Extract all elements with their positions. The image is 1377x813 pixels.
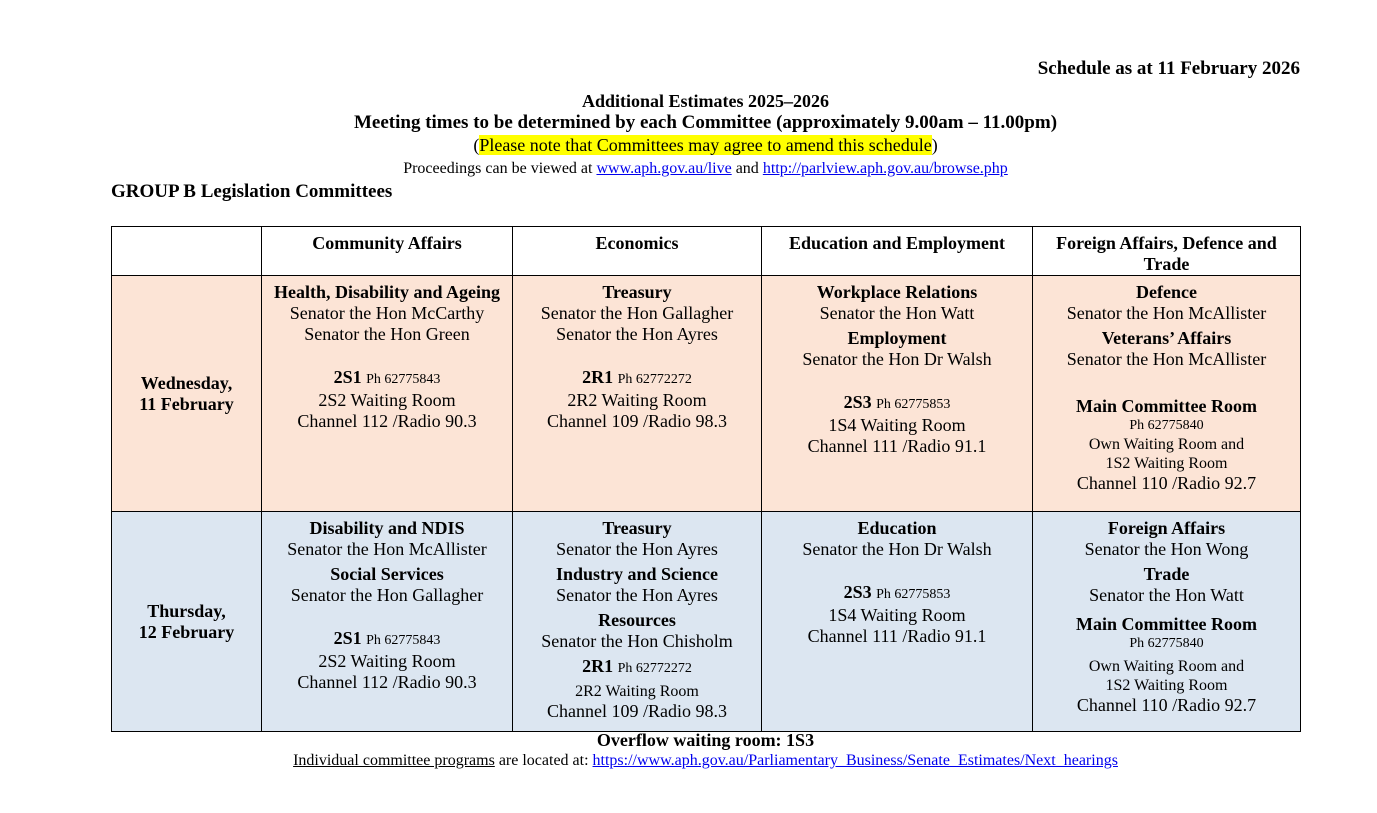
portfolio-title: Treasury — [602, 282, 672, 302]
session-cell — [762, 276, 1033, 512]
schedule-table — [111, 226, 1301, 732]
minister: Senator the Hon Watt — [1089, 585, 1244, 605]
room: 2S3 — [843, 392, 872, 412]
room-line — [762, 392, 1032, 415]
phone: Ph 62772272 — [617, 661, 692, 676]
note-close: ) — [931, 135, 938, 155]
day-line: Wednesday, — [140, 372, 233, 393]
programs-mid: are located at: — [494, 752, 593, 769]
session-cell — [513, 276, 762, 512]
proceedings-line — [0, 158, 1377, 180]
minister: Senator the Hon Ayres — [556, 585, 718, 605]
phone: Ph 62775840 — [1129, 418, 1204, 433]
proceedings-and: and — [731, 160, 763, 177]
waiting-room: Own Waiting Room and — [1088, 436, 1245, 453]
waiting-room: 1S2 Waiting Room — [1105, 455, 1228, 472]
portfolio-title: Education — [857, 518, 937, 538]
waiting-room: 1S4 Waiting Room — [828, 605, 966, 625]
phone: Ph 62775840 — [1129, 636, 1204, 651]
schedule-date: Schedule as at 11 February 2026 — [1037, 58, 1300, 79]
channel: Channel 110 /Radio 92.7 — [1076, 695, 1257, 715]
session-cell — [513, 512, 762, 732]
header-row — [112, 227, 1301, 276]
phone: Ph 62775843 — [366, 372, 441, 387]
portfolio-title: Disability and NDIS — [309, 518, 465, 538]
col-header-economics: Economics — [513, 227, 762, 276]
overflow-room: Overflow waiting room: 1S3 — [596, 730, 815, 750]
room: 2S1 — [333, 628, 362, 648]
document-title: Additional Estimates 2025–2026 — [581, 91, 830, 111]
day-date: 12 February — [138, 621, 235, 642]
room-line — [262, 628, 512, 651]
channel: Channel 112 /Radio 90.3 — [297, 672, 477, 692]
minister: Senator the Hon McAllister — [287, 539, 487, 559]
channel: Channel 109 /Radio 98.3 — [547, 411, 727, 431]
room-line — [513, 656, 761, 679]
table-row — [112, 276, 1301, 512]
footer — [0, 729, 1377, 771]
day-cell-wednesday — [112, 276, 262, 512]
session-cell — [1033, 276, 1301, 512]
session-cell — [262, 276, 513, 512]
phone: Ph 62772272 — [617, 372, 692, 387]
minister: Senator the Hon Ayres — [556, 539, 718, 559]
waiting-room: 1S4 Waiting Room — [828, 415, 966, 435]
parlview-link[interactable]: http://parlview.aph.gov.au/browse.php — [762, 160, 1008, 177]
channel: Channel 110 /Radio 92.7 — [1076, 473, 1257, 493]
channel: Channel 111 /Radio 91.1 — [807, 626, 987, 646]
waiting-room: 1S2 Waiting Room — [1105, 677, 1228, 694]
minister: Senator the Hon Gallagher — [290, 585, 484, 605]
phone: Ph 62775853 — [876, 587, 951, 602]
session-cell — [762, 512, 1033, 732]
programs-line — [0, 751, 1377, 771]
waiting-room: Own Waiting Room and — [1088, 658, 1245, 675]
minister: Senator the Hon McAllister — [1066, 303, 1267, 323]
col-header-foreign-affairs: Foreign Affairs, Defence and Trade — [1033, 227, 1301, 276]
waiting-room: 2R2 Waiting Room — [567, 390, 707, 410]
day-date: 11 February — [139, 393, 234, 414]
room-line — [262, 367, 512, 390]
portfolio-title: Employment — [847, 328, 947, 348]
waiting-room: 2S2 Waiting Room — [318, 390, 456, 410]
minister: Senator the Hon Chisholm — [541, 631, 733, 651]
room-line — [762, 582, 1032, 605]
channel: Channel 111 /Radio 91.1 — [807, 436, 987, 456]
minister: Senator the Hon Dr Walsh — [802, 539, 992, 559]
portfolio-title: Health, Disability and Ageing — [273, 282, 501, 302]
group-title: GROUP B Legislation Committees — [111, 181, 393, 202]
room: 2R1 — [582, 367, 614, 387]
room: Main Committee Room — [1076, 614, 1257, 634]
waiting-room: 2R2 Waiting Room — [575, 683, 699, 700]
room: 2R1 — [582, 656, 614, 676]
portfolio-title: Veterans’ Affairs — [1101, 328, 1232, 348]
programs-text: Individual committee programs — [293, 752, 495, 769]
channel: Channel 109 /Radio 98.3 — [547, 701, 727, 721]
highlighted-note: Please note that Committees may agree to amend this schedule — [479, 135, 932, 155]
proceedings-prefix: Proceedings can be viewed at — [403, 160, 597, 177]
room: 2S3 — [843, 582, 872, 602]
minister: Senator the Hon Ayres — [556, 324, 718, 344]
amend-note — [0, 134, 1377, 156]
day-cell-thursday — [112, 512, 262, 732]
room: 2S1 — [333, 367, 362, 387]
document-header — [0, 90, 1377, 180]
room: Main Committee Room — [1076, 396, 1257, 416]
room-line — [513, 367, 761, 390]
minister: Senator the Hon McCarthy — [289, 303, 485, 323]
day-line: Thursday, — [147, 600, 226, 621]
corner-cell — [112, 227, 262, 276]
portfolio-title: Workplace Relations — [816, 282, 978, 302]
minister: Senator the Hon Gallagher — [540, 303, 734, 323]
minister: Senator the Hon Green — [304, 324, 470, 344]
session-cell — [262, 512, 513, 732]
col-header-community-affairs: Community Affairs — [262, 227, 513, 276]
live-link[interactable]: www.aph.gov.au/live — [596, 160, 732, 177]
portfolio-title: Defence — [1136, 282, 1197, 302]
waiting-room: 2S2 Waiting Room — [318, 651, 456, 671]
channel: Channel 112 /Radio 90.3 — [297, 411, 477, 431]
portfolio-title: Treasury — [602, 518, 672, 538]
phone: Ph 62775853 — [876, 397, 951, 412]
portfolio-title: Resources — [598, 610, 676, 630]
note-open: ( — [473, 135, 480, 155]
portfolio-title: Foreign Affairs — [1107, 518, 1226, 538]
portfolio-title: Industry and Science — [555, 564, 719, 584]
minister: Senator the Hon McAllister — [1066, 349, 1267, 369]
meeting-times: Meeting times to be determined by each Committee (approximately 9.00am – 11.00pm) — [353, 112, 1058, 133]
portfolio-title: Social Services — [330, 564, 444, 584]
col-header-education-employment: Education and Employment — [762, 227, 1033, 276]
minister: Senator the Hon Wong — [1084, 539, 1249, 559]
minister: Senator the Hon Watt — [819, 303, 975, 323]
session-cell — [1033, 512, 1301, 732]
table-row — [112, 512, 1301, 732]
phone: Ph 62775843 — [366, 633, 441, 648]
portfolio-title: Trade — [1143, 564, 1190, 584]
minister: Senator the Hon Dr Walsh — [802, 349, 992, 369]
next-hearings-link[interactable]: https://www.aph.gov.au/Parliamentary_Business/Senate_Estimates/Next_hearings — [592, 752, 1118, 769]
